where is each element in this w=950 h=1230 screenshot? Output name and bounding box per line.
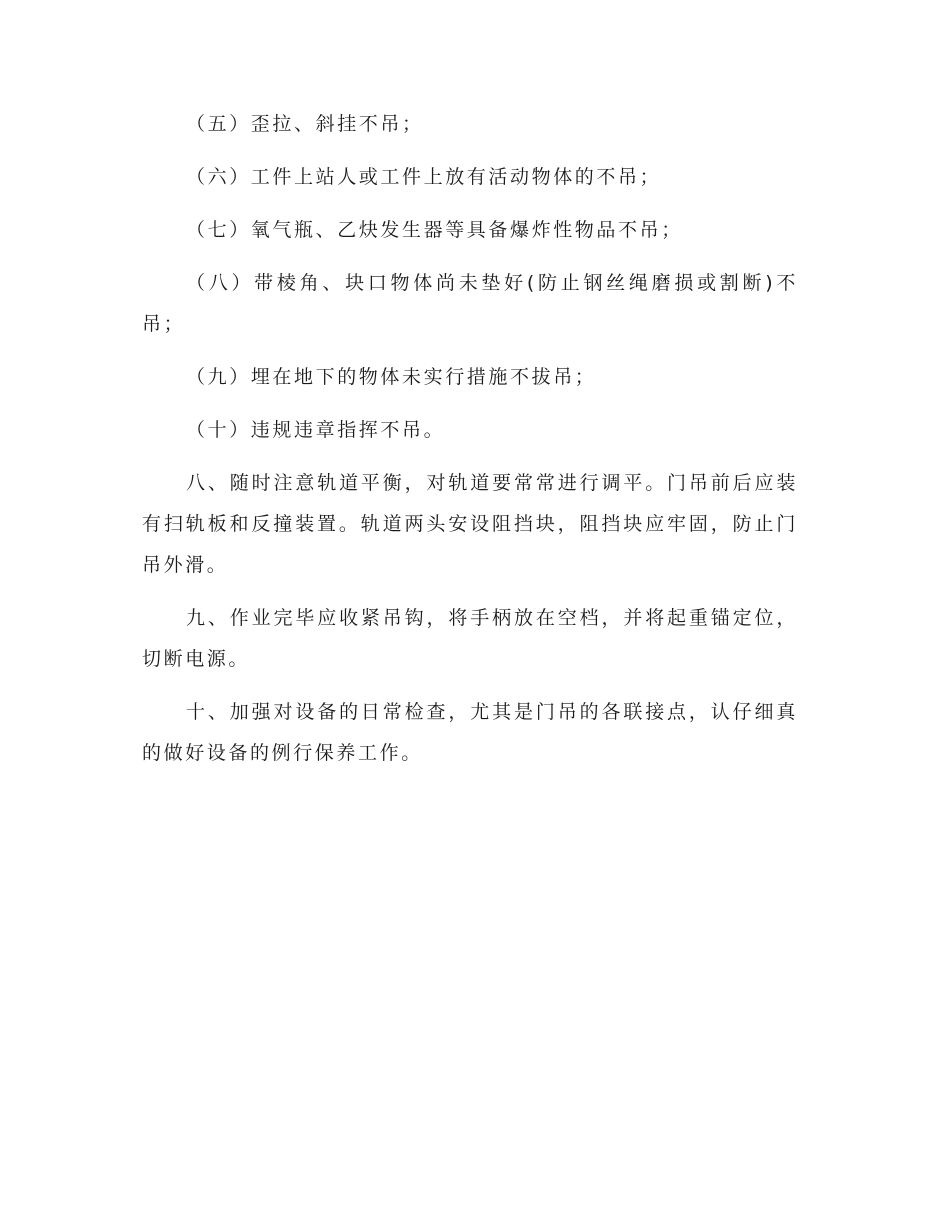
paragraph-item-6: （六）工件上站人或工件上放有活动物体的不吊； (186, 166, 662, 188)
paragraph-section-10: 十、加强对设备的日常检查，尤其是门吊的各联接点，认仔细真的做好设备的例行保养工作。 (142, 701, 798, 764)
paragraph-section-8: 八、随时注意轨道平衡，对轨道要常常进行调平。门吊前后应装有扫轨板和反撞装置。轨道两头安设阻挡块，阻挡块应牢固，防止门吊外滑。 (142, 472, 798, 576)
document-body (142, 104, 798, 786)
paragraph-item-5: （五）歪拉、斜挂不吊； (186, 113, 424, 135)
paragraph-item-9: （九）埋在地下的物体未实行措施不拔吊； (186, 366, 597, 388)
paragraph-item-10: （十）违规违章指挥不吊。 (186, 419, 446, 441)
paragraph-section-9: 九、作业完毕应收紧吊钩，将手柄放在空档，并将起重锚定位，切断电源。 (142, 607, 798, 670)
paragraph-item-7: （七）氧气瓶、乙炔发生器等具备爆炸性物品不吊； (186, 219, 683, 241)
paragraph-item-8: （八）带棱角、块口物体尚未垫好(防止钢丝绳磨损或割断)不吊； (142, 272, 798, 335)
